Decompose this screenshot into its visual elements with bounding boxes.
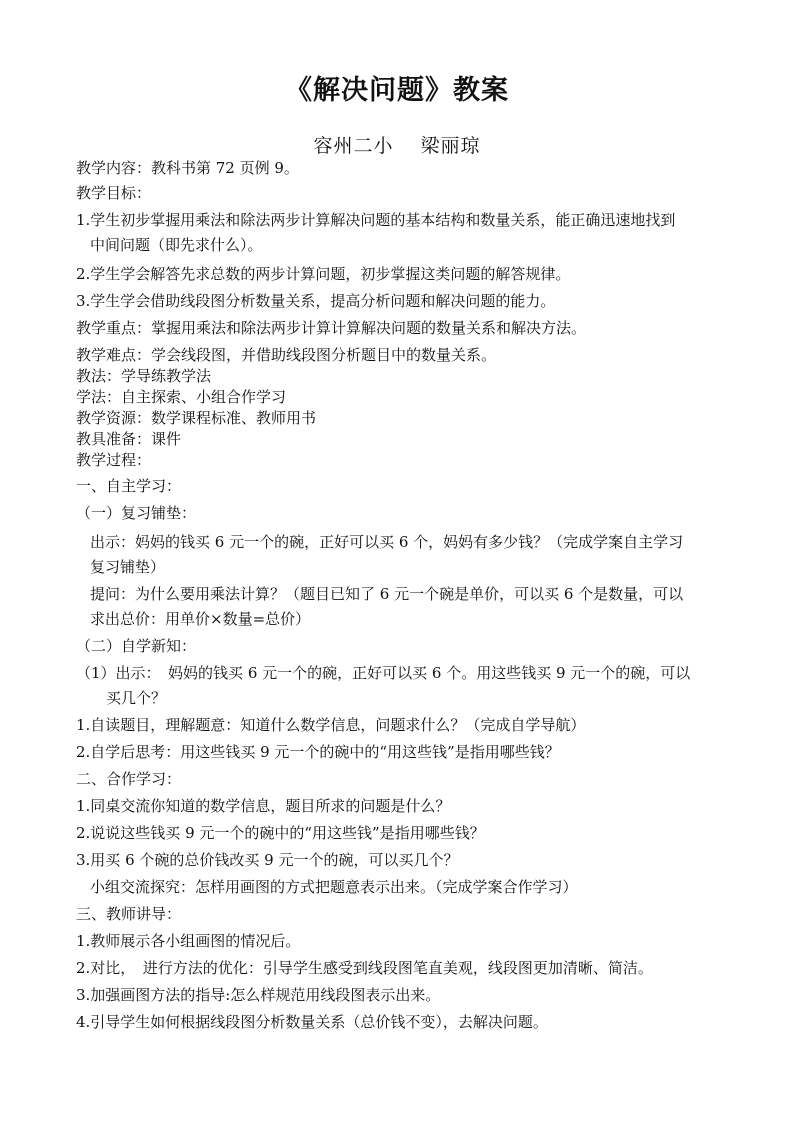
goals-heading: 教学目标： [76,184,152,202]
teacher-question-continued: 求出总价：用单价×数量=总价） [90,610,311,628]
review-question-continued: 复习铺垫） [90,558,166,576]
lesson-body [76,158,726,1033]
process-heading: 教学过程： [76,451,152,469]
goal-3: 3.学生学会借助线段图分析数量关系，提高分析问题和解决问题的能力。 [76,292,556,310]
subsection-heading-2: （二）自学新知： [76,637,197,655]
section-heading-2: 二、合作学习： [76,770,182,788]
teacher-question: 提问：为什么要用乘法计算？（题目已知了 6 元一个碗是单价，可以买 6 个是数量，可以 [90,585,684,603]
teacher-step-3: 3.加强画图方法的指导:怎么样规范用线段图表示出来。 [76,986,441,1004]
review-question: 出示：妈妈的钱买 6 元一个的碗，正好可以买 6 个，妈妈有多少钱？（完成学案自主学习 [90,533,684,551]
cooperation-step-1: 1.同桌交流你知道的数学信息，题目所求的问题是什么？ [76,797,451,815]
goal-1-continued: 中间问题（即先求什么）。 [90,236,263,254]
teaching-content: 教学内容：教科书第 72 页例 9。 [76,159,299,177]
group-discussion: 小组交流探究：怎样用画图的方式把题意表示出来。（完成学案合作学习） [90,878,578,896]
teaching-difficulty: 教学难点：学会线段图，并借助线段图分析题目中的数量关系。 [76,346,497,364]
learning-method: 学法：自主探索、小组合作学习 [76,388,287,406]
author-line: 容州二小 梁丽琼 [313,135,481,157]
teacher-step-4: 4.引导学生如何根据线段图分析数量关系（总价钱不变），去解决问题。 [76,1013,548,1031]
teaching-resources: 教学资源：数学课程标准、教师用书 [76,409,317,427]
goal-1: 1.学生初步掌握用乘法和除法两步计算解决问题的基本结构和数量关系，能正确迅速地找到 [76,211,676,229]
self-study-step-1: 1.自读题目，理解题意：知道什么数学信息，问题求什么？（完成自学导航） [76,716,586,734]
teacher-step-2: 2.对比， 进行方法的优化：引导学生感受到线段图笔直美观，线段图更加清晰、简洁。 [76,959,653,977]
teaching-focus: 教学重点：掌握用乘法和除法两步计算计算解决问题的数量关系和解决方法。 [76,319,587,337]
teaching-method: 教法：学导练教学法 [76,367,212,385]
example-problem: （1）出示： 妈妈的钱买 6 元一个的碗，正好可以买 6 个。用这些钱买 9 元一个的碗，可以 [76,664,691,682]
teaching-tools: 教具准备：课件 [76,430,182,448]
section-heading-1: 一、自主学习： [76,477,182,495]
cooperation-step-3: 3.用买 6 个碗的总价钱改买 9 元一个的碗，可以买几个？ [76,851,459,869]
page-title: 《解决问题》教案 [285,75,509,106]
self-study-step-2: 2.自学后思考：用这些钱买 9 元一个的碗中的“用这些钱”是指用哪些钱？ [76,743,560,761]
cooperation-step-2: 2.说说这些钱买 9 元一个的碗中的“用这些钱”是指用哪些钱？ [76,824,485,842]
section-heading-3: 三、教师讲导： [76,905,182,923]
example-problem-continued: 买几个？ [106,689,167,707]
goal-2: 2.学生学会解答先求总数的两步计算问题，初步掌握这类问题的解答规律。 [76,265,571,283]
teacher-step-1: 1.教师展示各小组画图的情况后。 [76,932,301,950]
subsection-heading-1: （一）复习铺垫： [76,504,197,522]
